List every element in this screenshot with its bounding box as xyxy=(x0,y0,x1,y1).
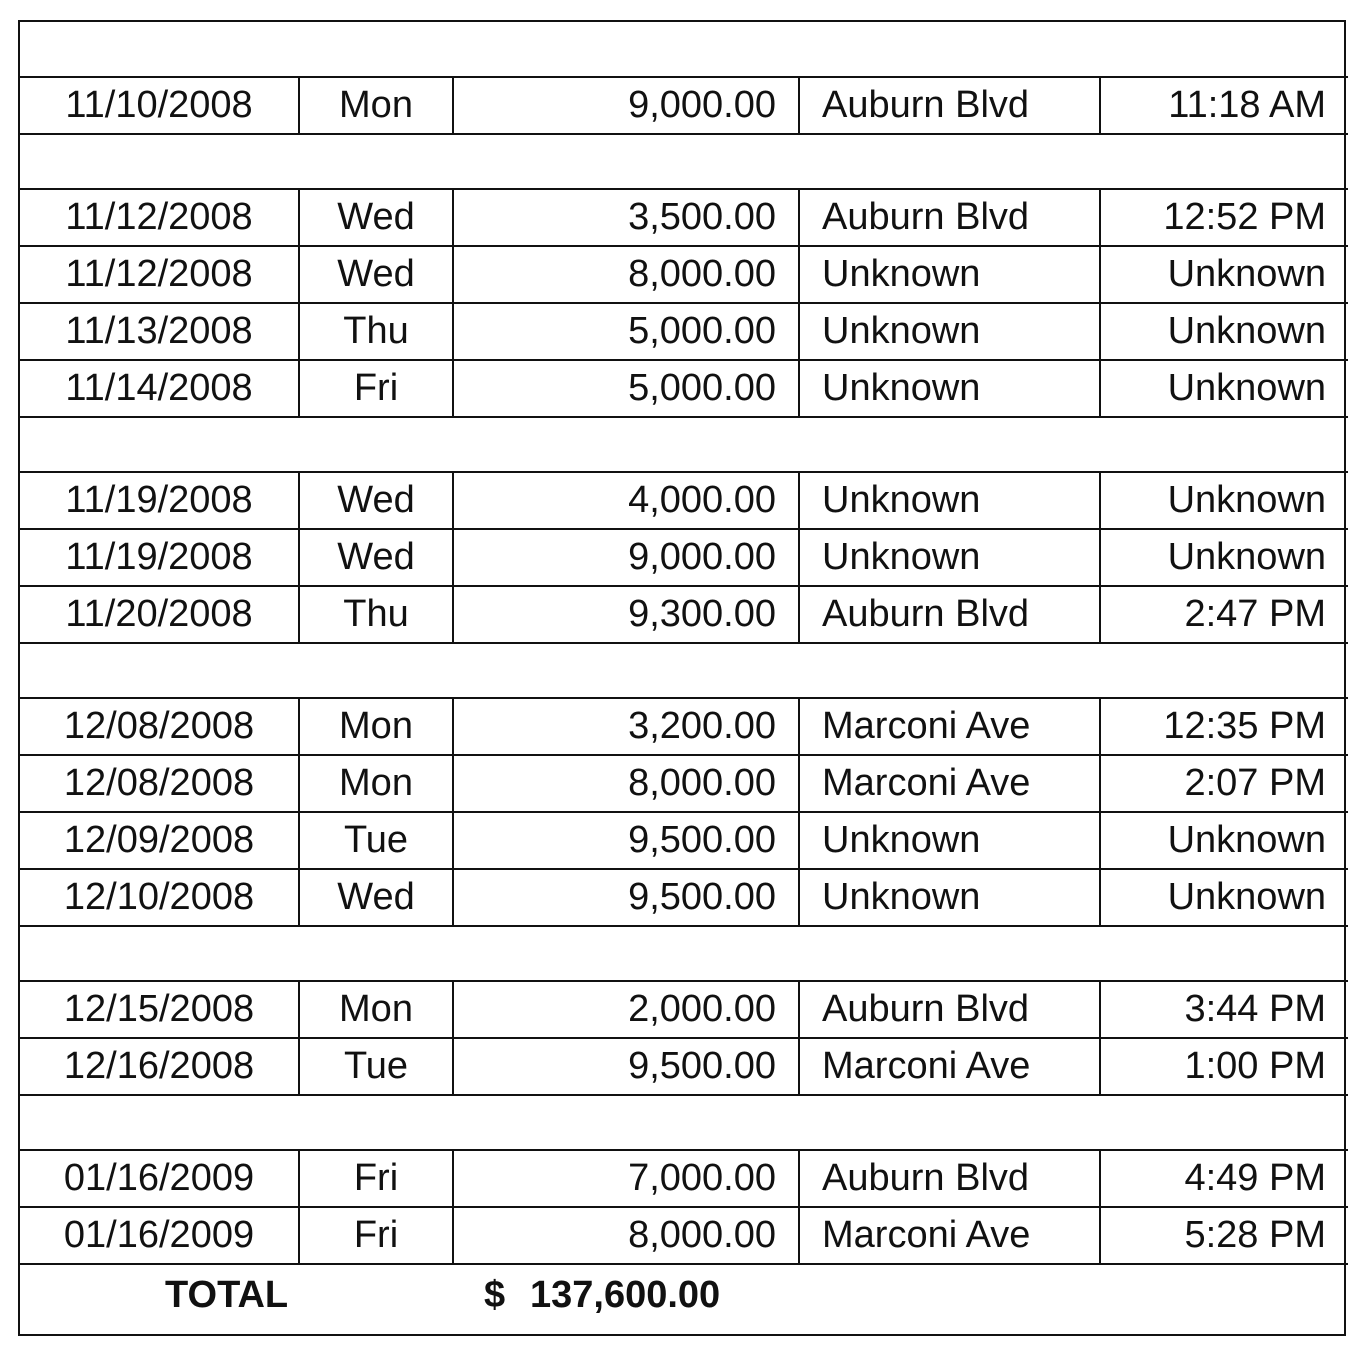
time-cell: Unknown xyxy=(1100,472,1348,529)
location-cell: Unknown xyxy=(799,869,1100,926)
day-cell: Mon xyxy=(299,981,453,1038)
day-cell: Fri xyxy=(299,1150,453,1207)
group-separator-row xyxy=(20,417,1348,472)
date-cell: 11/20/2008 xyxy=(20,586,299,643)
date-cell: 11/12/2008 xyxy=(20,246,299,303)
total-amount: 137,600.00 xyxy=(530,1274,721,1316)
separator-cell xyxy=(20,22,1348,77)
amount-cell: 9,500.00 xyxy=(453,812,799,869)
time-cell: 11:18 AM xyxy=(1100,77,1348,134)
separator-cell xyxy=(20,134,1348,189)
date-cell: 01/16/2009 xyxy=(20,1207,299,1264)
table-row xyxy=(20,472,1348,529)
amount-cell: 9,300.00 xyxy=(453,586,799,643)
location-cell: Auburn Blvd xyxy=(799,1150,1100,1207)
separator-cell xyxy=(20,926,1348,981)
table-row xyxy=(20,698,1348,755)
date-cell: 11/19/2008 xyxy=(20,472,299,529)
location-cell: Unknown xyxy=(799,529,1100,586)
separator-cell xyxy=(20,417,1348,472)
ledger-sheet xyxy=(18,20,1346,1336)
day-cell: Thu xyxy=(299,303,453,360)
deposit-table xyxy=(20,22,1348,1265)
location-cell: Unknown xyxy=(799,472,1100,529)
amount-cell: 7,000.00 xyxy=(453,1150,799,1207)
separator-cell xyxy=(20,643,1348,698)
group-separator-row xyxy=(20,926,1348,981)
date-cell: 12/15/2008 xyxy=(20,981,299,1038)
date-cell: 11/12/2008 xyxy=(20,189,299,246)
total-row xyxy=(20,1274,1344,1324)
amount-cell: 3,200.00 xyxy=(453,698,799,755)
group-separator-row xyxy=(20,22,1348,77)
amount-cell: 4,000.00 xyxy=(453,472,799,529)
table-row xyxy=(20,869,1348,926)
time-cell: 5:28 PM xyxy=(1100,1207,1348,1264)
time-cell: 2:07 PM xyxy=(1100,755,1348,812)
date-cell: 12/08/2008 xyxy=(20,698,299,755)
amount-cell: 9,000.00 xyxy=(453,77,799,134)
amount-cell: 2,000.00 xyxy=(453,981,799,1038)
amount-cell: 9,500.00 xyxy=(453,1038,799,1095)
time-cell: Unknown xyxy=(1100,360,1348,417)
location-cell: Unknown xyxy=(799,246,1100,303)
day-cell: Mon xyxy=(299,755,453,812)
table-row xyxy=(20,981,1348,1038)
date-cell: 11/19/2008 xyxy=(20,529,299,586)
time-cell: Unknown xyxy=(1100,869,1348,926)
time-cell: Unknown xyxy=(1100,303,1348,360)
location-cell: Marconi Ave xyxy=(799,1038,1100,1095)
table-row xyxy=(20,303,1348,360)
time-cell: 2:47 PM xyxy=(1100,586,1348,643)
time-cell: 3:44 PM xyxy=(1100,981,1348,1038)
time-cell: 12:35 PM xyxy=(1100,698,1348,755)
location-cell: Unknown xyxy=(799,812,1100,869)
deposit-table-body xyxy=(20,22,1348,1264)
day-cell: Tue xyxy=(299,1038,453,1095)
amount-cell: 8,000.00 xyxy=(453,1207,799,1264)
amount-cell: 9,000.00 xyxy=(453,529,799,586)
day-cell: Wed xyxy=(299,529,453,586)
day-cell: Mon xyxy=(299,698,453,755)
time-cell: 12:52 PM xyxy=(1100,189,1348,246)
location-cell: Marconi Ave xyxy=(799,1207,1100,1264)
group-separator-row xyxy=(20,643,1348,698)
total-currency-symbol: $ xyxy=(484,1274,506,1316)
table-row xyxy=(20,189,1348,246)
separator-cell xyxy=(20,1095,1348,1150)
date-cell: 12/16/2008 xyxy=(20,1038,299,1095)
location-cell: Marconi Ave xyxy=(799,755,1100,812)
table-row xyxy=(20,1150,1348,1207)
table-row xyxy=(20,1207,1348,1264)
location-cell: Unknown xyxy=(799,303,1100,360)
location-cell: Unknown xyxy=(799,360,1100,417)
amount-cell: 8,000.00 xyxy=(453,755,799,812)
group-separator-row xyxy=(20,134,1348,189)
location-cell: Auburn Blvd xyxy=(799,77,1100,134)
amount-cell: 5,000.00 xyxy=(453,303,799,360)
day-cell: Wed xyxy=(299,472,453,529)
location-cell: Auburn Blvd xyxy=(799,586,1100,643)
day-cell: Wed xyxy=(299,189,453,246)
date-cell: 11/10/2008 xyxy=(20,77,299,134)
table-row xyxy=(20,586,1348,643)
date-cell: 12/09/2008 xyxy=(20,812,299,869)
table-row xyxy=(20,812,1348,869)
date-cell: 01/16/2009 xyxy=(20,1150,299,1207)
group-separator-row xyxy=(20,1095,1348,1150)
time-cell: 1:00 PM xyxy=(1100,1038,1348,1095)
time-cell: Unknown xyxy=(1100,529,1348,586)
day-cell: Tue xyxy=(299,812,453,869)
amount-cell: 8,000.00 xyxy=(453,246,799,303)
table-row xyxy=(20,77,1348,134)
table-row xyxy=(20,1038,1348,1095)
amount-cell: 3,500.00 xyxy=(453,189,799,246)
day-cell: Mon xyxy=(299,77,453,134)
day-cell: Fri xyxy=(299,1207,453,1264)
time-cell: Unknown xyxy=(1100,246,1348,303)
location-cell: Auburn Blvd xyxy=(799,189,1100,246)
day-cell: Wed xyxy=(299,246,453,303)
day-cell: Wed xyxy=(299,869,453,926)
table-row xyxy=(20,360,1348,417)
date-cell: 11/13/2008 xyxy=(20,303,299,360)
time-cell: Unknown xyxy=(1100,812,1348,869)
date-cell: 12/08/2008 xyxy=(20,755,299,812)
time-cell: 4:49 PM xyxy=(1100,1150,1348,1207)
date-cell: 12/10/2008 xyxy=(20,869,299,926)
table-row xyxy=(20,246,1348,303)
total-label: TOTAL xyxy=(165,1274,289,1316)
amount-cell: 9,500.00 xyxy=(453,869,799,926)
date-cell: 11/14/2008 xyxy=(20,360,299,417)
location-cell: Auburn Blvd xyxy=(799,981,1100,1038)
day-cell: Thu xyxy=(299,586,453,643)
table-row xyxy=(20,529,1348,586)
table-row xyxy=(20,755,1348,812)
day-cell: Fri xyxy=(299,360,453,417)
location-cell: Marconi Ave xyxy=(799,698,1100,755)
amount-cell: 5,000.00 xyxy=(453,360,799,417)
